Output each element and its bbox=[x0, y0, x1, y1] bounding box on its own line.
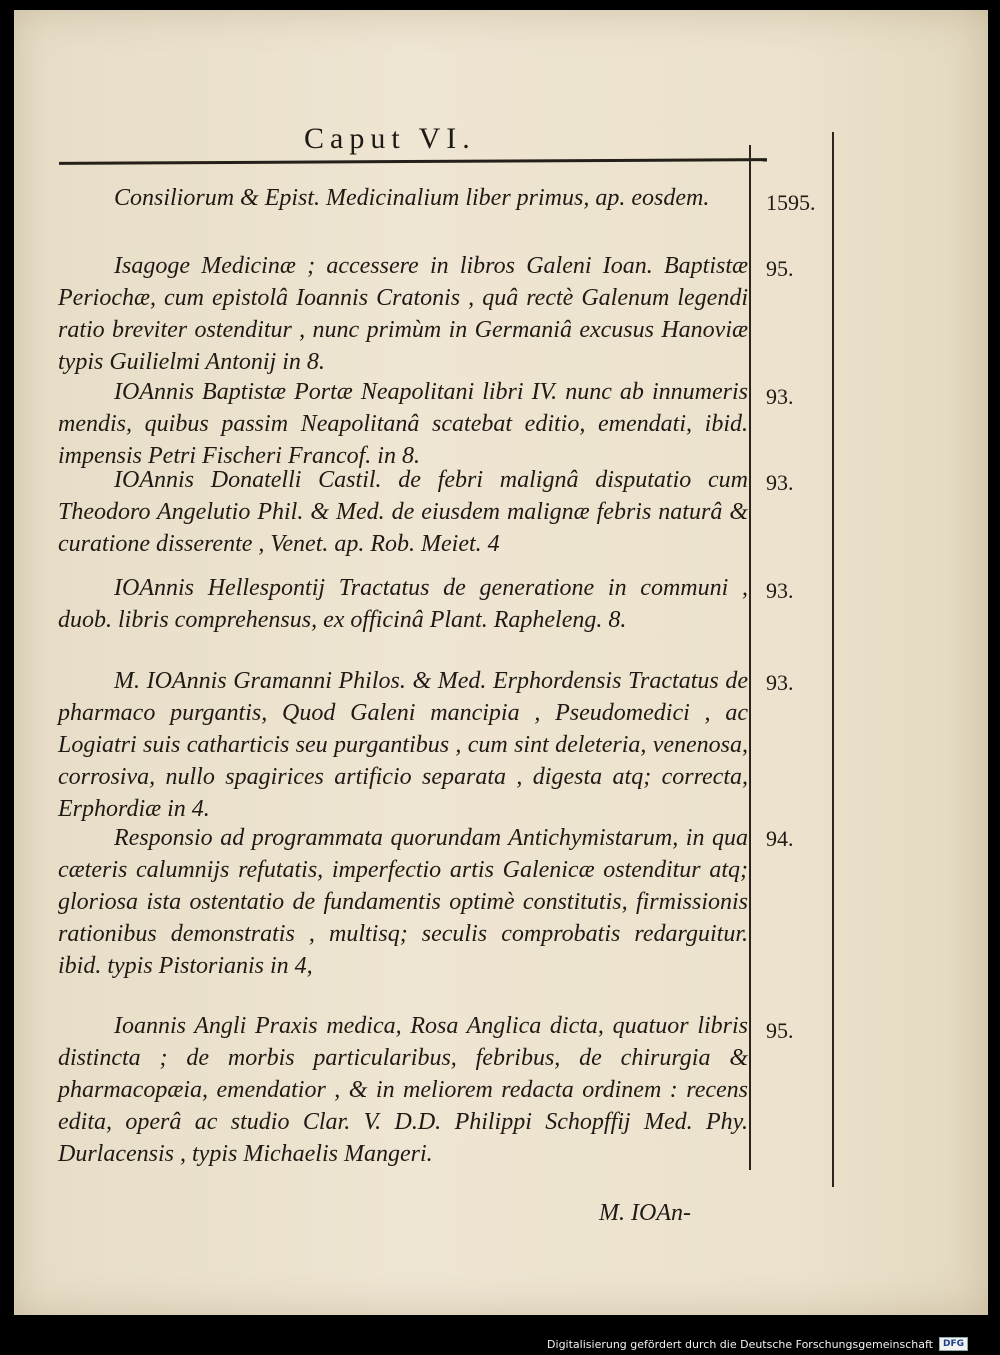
catchword: M. IOAn- bbox=[599, 1200, 691, 1226]
bibliography-entry: IOAnnis Hellespontij Tractatus de generatione in communi , duob. libris comprehensus, ex officinâ Plant. Rapheleng. 8. bbox=[58, 575, 748, 633]
bibliography-entry: IOAnnis Baptistæ Portæ Neapolitani libri IV. nunc ab innumeris mendis, quibus passim Neapolitanâ scatebat editio, emendati, ibid. impensis Petri Fischeri Francof. in 8. bbox=[58, 379, 748, 469]
bibliography-entry: Consiliorum & Epist. Medicinalium liber primus, ap. eosdem. bbox=[114, 185, 710, 211]
bibliography-entry: M. IOAnnis Gramanni Philos. & Med. Erphordensis Tractatus de pharmaco purgantis, Quod Galeni mancipia , Pseudomedici , ac Logiatri suis catharticis seu purgantibus , cum sint deleteria, venenosa, corrosiva, nullo spagirices artificio separata , digesta atq; correcta, Erphordiæ in 4. bbox=[58, 668, 748, 822]
bibliography-entry: Responsio ad programmata quorundam Antichymistarum, in qua cæteris calumnijs refutatis, imperfectio artis Galenicæ ostenditur atq; gloriosa ista ostentatio de fundamentis optimè constitutis, firmissionis rationibus demonstratis , multisq; seculis comprobatis redarguitur. ibid. typis Pistorianis in 4, bbox=[58, 825, 748, 979]
entry-year: 95. bbox=[766, 1018, 794, 1043]
entry-year: 1595. bbox=[766, 190, 816, 215]
year-column-rule-left bbox=[749, 145, 751, 1170]
bibliography-entry: IOAnnis Donatelli Castil. de febri malignâ disputatio cum Theodoro Angelutio Phil. & Med. de eiusdem malignæ febris naturâ & curatione disserente , Venet. ap. Rob. Meiet. 4 bbox=[58, 467, 748, 557]
book-page bbox=[14, 10, 988, 1315]
header-rule bbox=[59, 158, 767, 165]
entry-year: 93. bbox=[766, 384, 794, 409]
credit-text: Digitalisierung gefördert durch die Deutsche Forschungsgemeinschaft bbox=[547, 1337, 933, 1351]
entry-year: 93. bbox=[766, 578, 794, 603]
entry-year: 94. bbox=[766, 826, 794, 851]
digitization-credit bbox=[547, 1337, 968, 1351]
page-header: Caput VI. bbox=[304, 122, 476, 155]
bibliography-entry: Ioannis Angli Praxis medica, Rosa Anglica dicta, quatuor libris distincta ; de morbis particularibus, febribus, de chirurgia & pharmacopæia, emendatior , & in meliorem redacta ordinem : recens edita, operâ ac studio Clar. V. D.D. Philippi Schopffij Med. Phy. Durlacensis , typis Michaelis Mangeri. bbox=[58, 1013, 748, 1167]
entry-year: 95. bbox=[766, 256, 794, 281]
entry-year: 93. bbox=[766, 470, 794, 495]
bibliography-entry: Isagoge Medicinæ ; accessere in libros Galeni Ioan. Baptistæ Periochæ, cum epistolâ Ioannis Cratonis , quâ rectè Galenum legendi ratio breviter ostenditur , nunc primùm in Germaniâ excusus Hanoviæ typis Guilielmi Antonij in 8. bbox=[58, 253, 748, 375]
entry-year: 93. bbox=[766, 670, 794, 695]
dfg-logo: DFG bbox=[939, 1337, 968, 1351]
